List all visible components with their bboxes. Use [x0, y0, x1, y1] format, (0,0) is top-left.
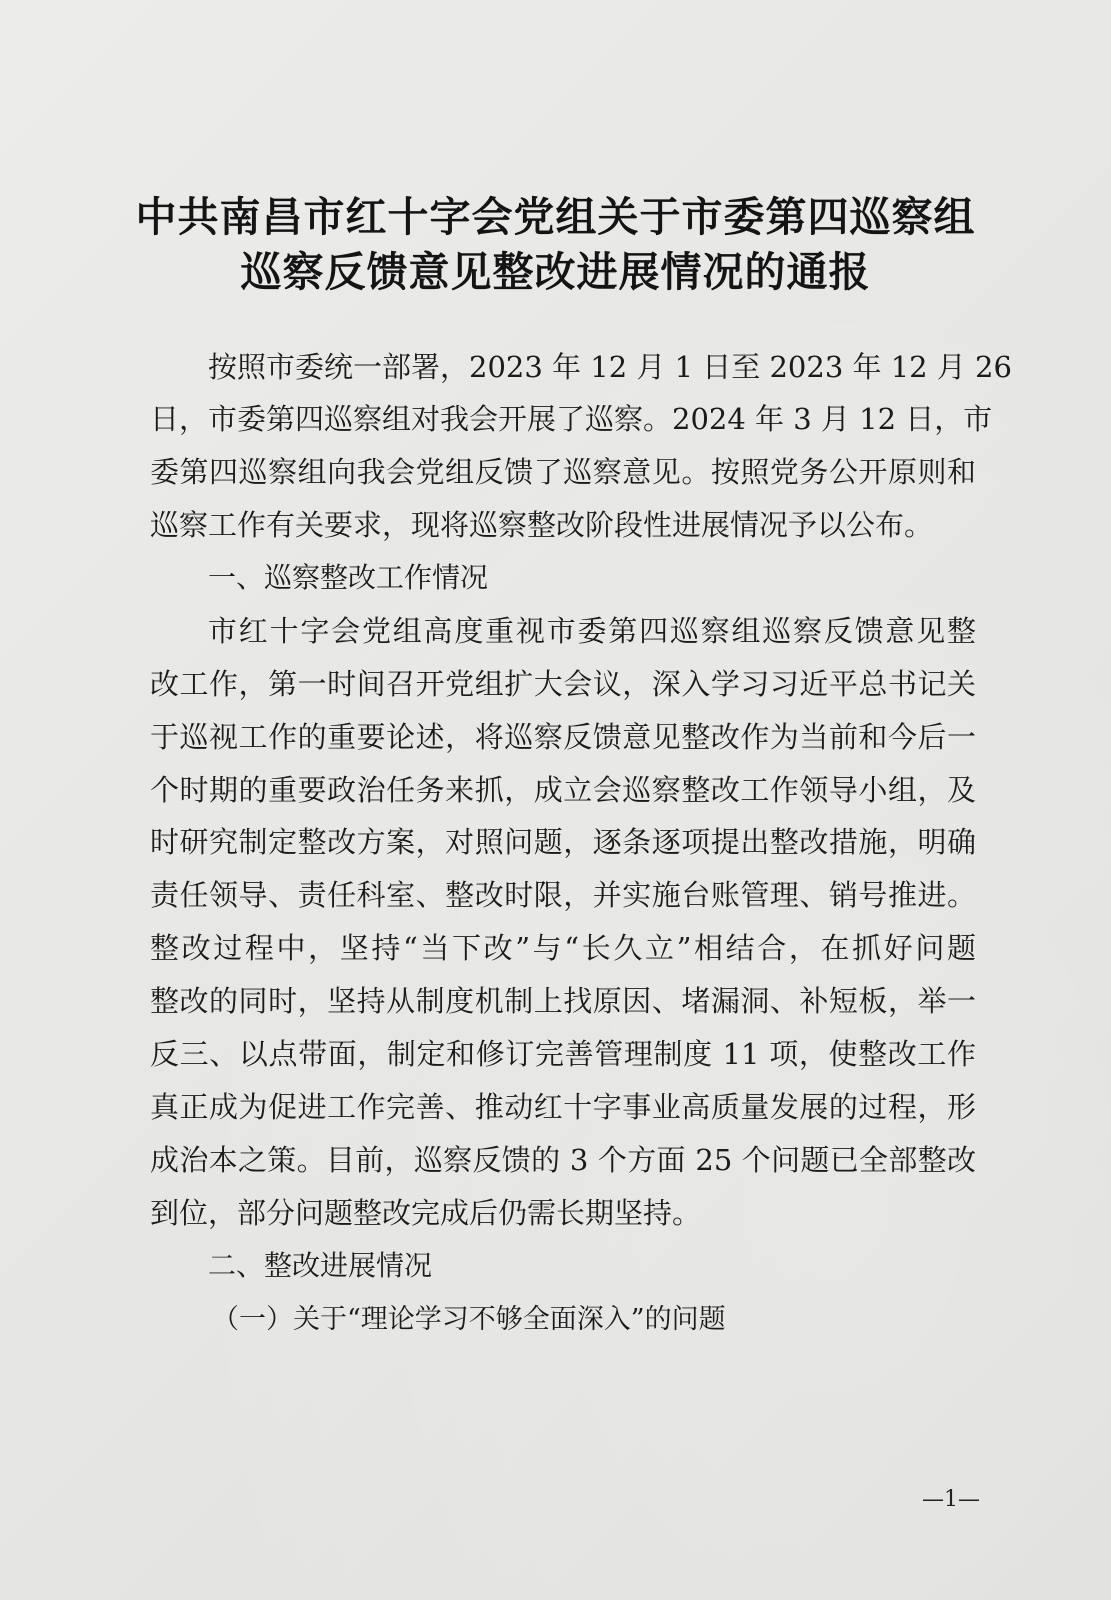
intro-paragraph-line-3: 委第四巡察组向我会党组反馈了巡察意见。按照党务公开原则和 [150, 455, 976, 489]
section-1-line-10: 真正成为促进工作完善、推动红十字事业高质量发展的过程，形 [150, 1090, 976, 1124]
section-1-line-2: 改工作，第一时间召开党组扩大会议，深入学习习近平总书记关 [150, 667, 976, 701]
section-2-heading: 二、整改进展情况 [208, 1249, 433, 1282]
intro-paragraph-line-4: 巡察工作有关要求，现将巡察整改阶段性进展情况予以公布。 [150, 508, 934, 542]
subsection-1-heading: （一）关于“理论学习不够全面深入”的问题 [212, 1304, 726, 1335]
section-1-line-11: 成治本之策。目前，巡察反馈的 3 个方面 25 个问题已全部整改 [150, 1143, 976, 1177]
section-1-line-7: 整改过程中，坚持“当下改”与“长久立”相结合，在抓好问题 [150, 931, 976, 965]
section-1-line-4: 个时期的重要政治任务来抓，成立会巡察整改工作领导小组，及 [150, 773, 976, 807]
section-1-line-8: 整改的同时，坚持从制度机制上找原因、堵漏洞、补短板，举一 [150, 984, 976, 1018]
section-1-line-9: 反三、以点带面，制定和修订完善管理制度 11 项，使整改工作 [150, 1037, 976, 1071]
section-1-line-5: 时研究制定整改方案，对照问题，逐条逐项提出整改措施，明确 [150, 825, 976, 859]
section-1-line-1: 市红十字会党组高度重视市委第四巡察组巡察反馈意见整 [208, 614, 976, 648]
section-1-line-12: 到位，部分问题整改完成后仍需长期坚持。 [150, 1196, 702, 1230]
intro-paragraph-line-1: 按照市委统一部署，2023 年 12 月 1 日至 2023 年 12 月 26 [208, 350, 1012, 384]
intro-paragraph-line-2: 日，市委第四巡察组对我会开展了巡察。2024 年 3 月 12 日，市 [150, 402, 993, 436]
section-1-line-6: 责任领导、责任科室、整改时限，并实施台账管理、销号推进。 [150, 878, 976, 912]
section-1-heading: 一、巡察整改工作情况 [208, 561, 489, 594]
section-1-line-3: 于巡视工作的重要论述，将巡察反馈意见整改作为当前和今后一 [150, 720, 976, 754]
document-title-line-1: 中共南昌市红十字会党组关于市委第四巡察组 [135, 193, 976, 241]
page-number: —1— [922, 1487, 980, 1512]
document-title-line-2: 巡察反馈意见整改进展情况的通报 [240, 248, 871, 296]
